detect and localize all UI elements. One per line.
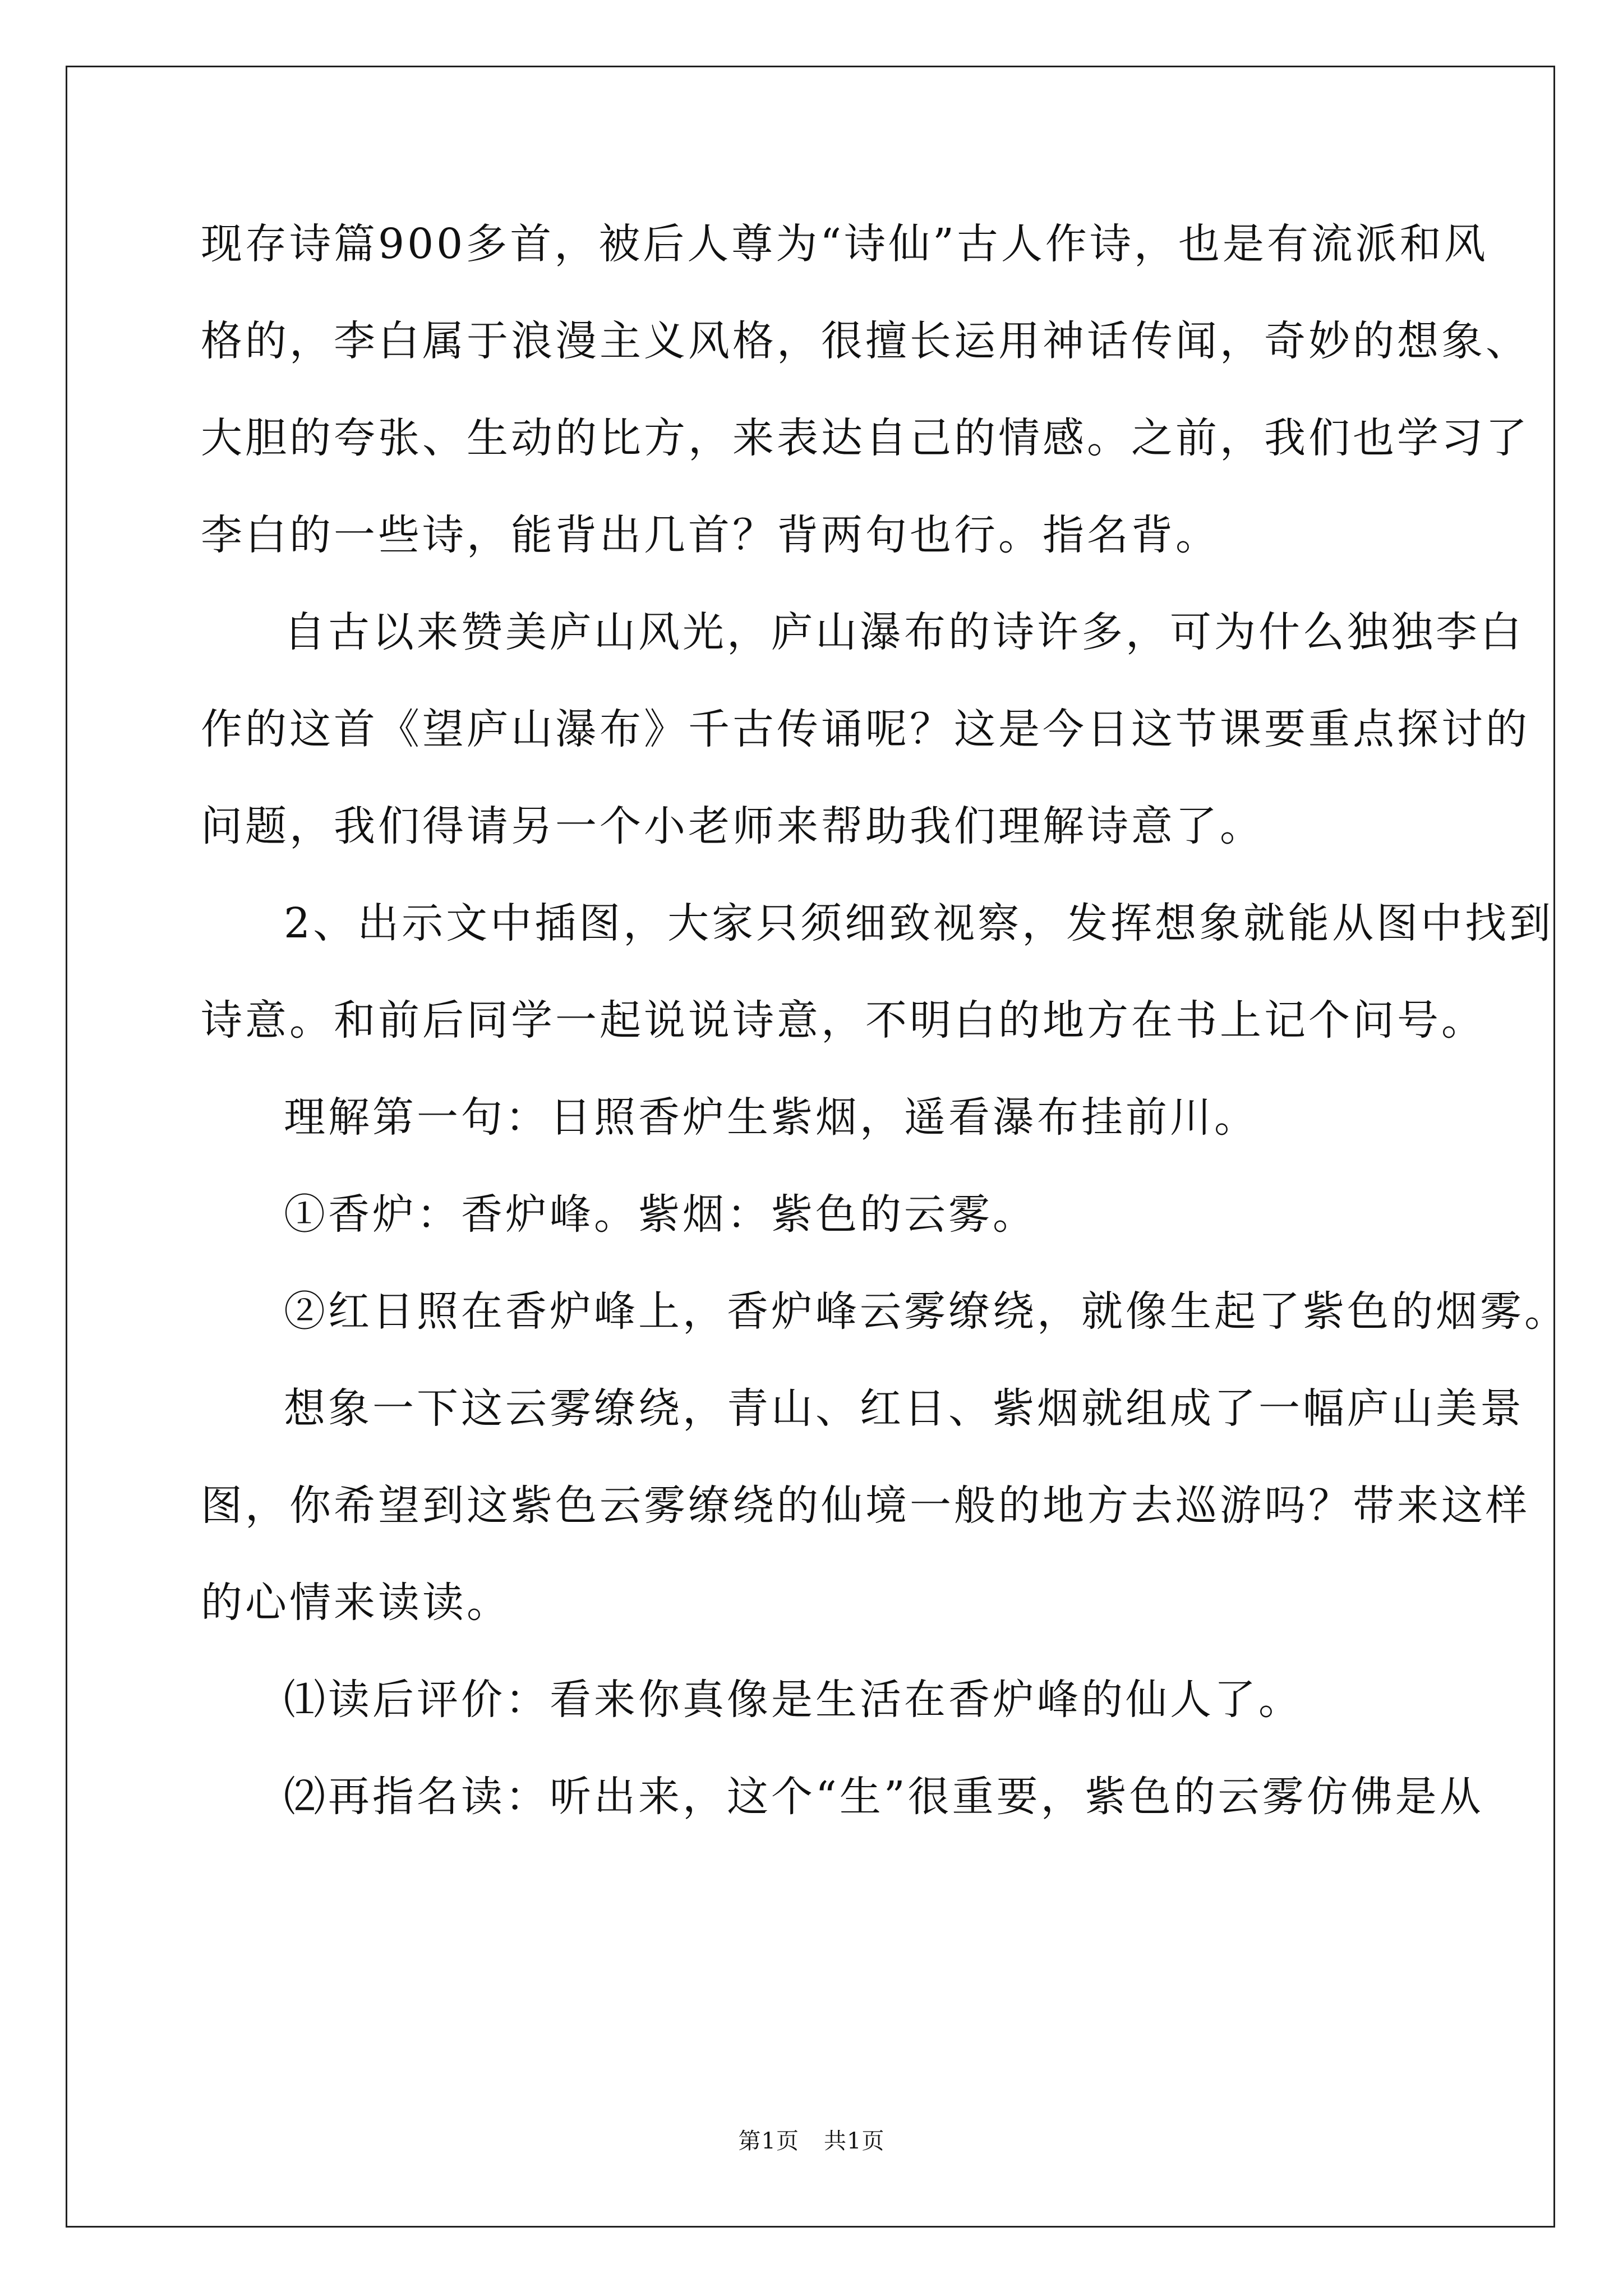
page-number: 第1页 — [738, 2128, 799, 2154]
text-line: 格的，李白属于浪漫主义风格，很擅长运用神话传闻，奇妙的想象、 — [201, 317, 1530, 365]
text-line: 图，你希望到这紫色云雾缭绕的仙境一般的地方去巡游吗？带来这样 — [201, 1481, 1530, 1530]
page-footer — [0, 2123, 1623, 2155]
text-line: 的心情来读读。 — [201, 1579, 511, 1627]
paragraph-start: ②红日照在香炉峰上，香炉峰云雾缭绕，就像生起了紫色的烟雾。 — [284, 1287, 1569, 1336]
paragraph-start: ⑴读后评价：看来你真像是生活在香炉峰的仙人了。 — [284, 1676, 1303, 1724]
text-line: 诗意。和前后同学一起说说诗意，不明白的地方在书上记个问号。 — [201, 996, 1486, 1045]
paragraph-start: ①香炉：香炉峰。紫烟：紫色的云雾。 — [284, 1190, 1037, 1239]
text-line: 现存诗篇900多首，被后人尊为“诗仙”古人作诗，也是有流派和风 — [201, 220, 1488, 268]
paragraph-start: 想象一下这云雾缭绕，青山、红日、紫烟就组成了一幅庐山美景 — [284, 1384, 1524, 1433]
paragraph-start: 理解第一句：日照香炉生紫烟，遥看瀑布挂前川。 — [284, 1093, 1258, 1142]
paragraph-start: 自古以来赞美庐山风光，庐山瀑布的诗许多，可为什么独独李白 — [284, 608, 1524, 656]
text-line: 大胆的夸张、生动的比方，来表达自己的情感。之前，我们也学习了 — [201, 414, 1530, 462]
page-total: 共1页 — [824, 2128, 885, 2154]
text-line: 作的这首《望庐山瀑布》千古传诵呢？这是今日这节课要重点探讨的 — [201, 705, 1530, 753]
paragraph-start: 2、出示文中插图，大家只须细致视察，发挥想象就能从图中找到 — [284, 899, 1554, 947]
paragraph-start: ⑵再指名读：听出来，这个“生”很重要，紫色的云雾仿佛是从 — [284, 1773, 1484, 1821]
text-line: 问题，我们得请另一个小老师来帮助我们理解诗意了。 — [201, 802, 1264, 850]
text-line: 李白的一些诗，能背出几首？背两句也行。指名背。 — [201, 511, 1220, 559]
